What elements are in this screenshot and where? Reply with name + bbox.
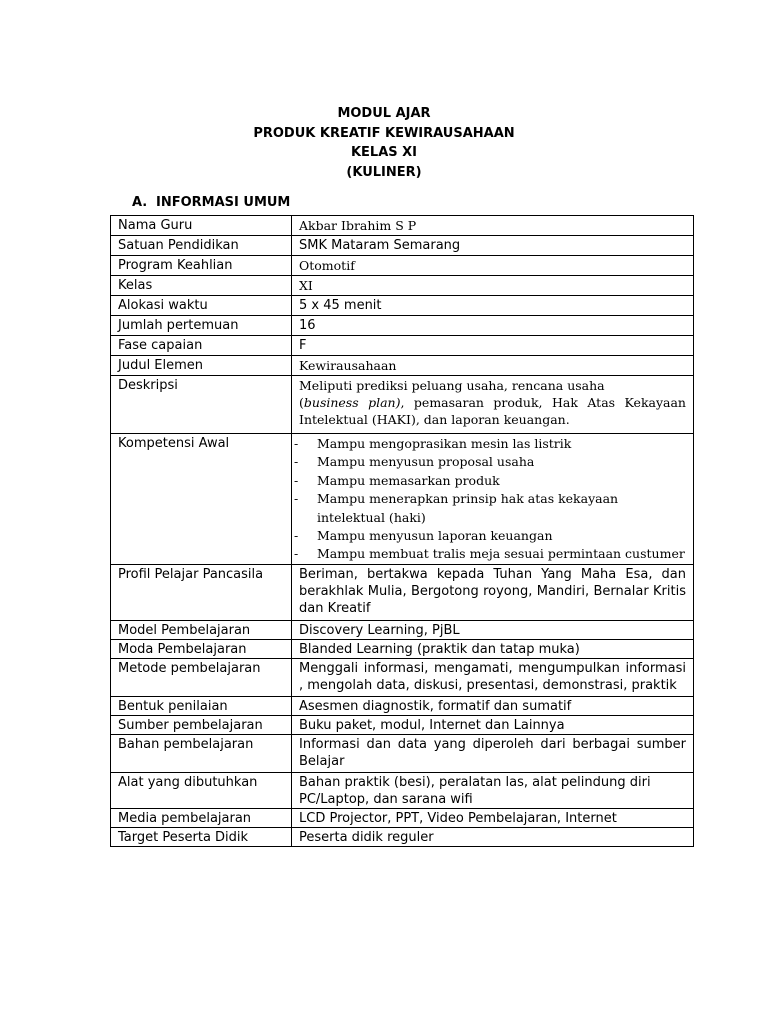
list-item: [294, 435, 686, 453]
row-value: 16: [292, 316, 694, 336]
row-label: Profil Pelajar Pancasila: [111, 564, 292, 620]
row-label: Jumlah pertemuan: [111, 316, 292, 336]
list-dash: -: [294, 436, 299, 451]
document-title: [0, 104, 768, 182]
description-value: [292, 376, 694, 434]
list-item-text: Mampu memasarkan produk: [317, 472, 500, 488]
list-item: [294, 545, 686, 563]
row-value: SMK Mataram Semarang: [292, 236, 694, 256]
row-value: [292, 772, 694, 808]
table-row: [111, 376, 694, 434]
section-heading: [132, 195, 290, 210]
list-dash: -: [294, 454, 299, 470]
list-item: [294, 527, 686, 545]
table-row: [111, 216, 694, 236]
competency-list-cell: [292, 434, 694, 565]
title-line-3: KELAS XI: [350, 145, 418, 160]
row-label: Program Keahlian: [111, 256, 292, 276]
row-value: Kewirausahaan: [292, 356, 694, 376]
list-item-text: Mampu menyusun proposal usaha: [317, 454, 535, 470]
row-label: Bahan pembelajaran: [111, 734, 292, 772]
row-value: Akbar Ibrahim S P: [292, 216, 694, 236]
section-letter: A.: [132, 195, 148, 210]
list-item-text: Mampu menerapkan prinsip hak atas kekayaan intelektual (haki): [317, 491, 619, 525]
list-item: [294, 472, 686, 490]
row-value: Beriman, bertakwa kepada Tuhan Yang Maha Esa, dan berakhlak Mulia, Bergotong royong, Mandiri, Bernalar Kritis dan Kreatif: [292, 564, 694, 620]
row-label: Nama Guru: [111, 216, 292, 236]
table-row: [111, 658, 694, 696]
list-item-text: Mampu membuat tralis meja sesuai permintaan custumer: [317, 546, 685, 562]
list-item: [294, 490, 686, 527]
list-item-text: Mampu menyusun laporan keuangan: [317, 528, 553, 544]
row-label: Deskripsi: [111, 376, 292, 434]
row-value: Asesmen diagnostik, formatif dan sumatif: [292, 696, 694, 715]
row-label: Bentuk penilaian: [111, 696, 292, 715]
row-label: Alat yang dibutuhkan: [111, 772, 292, 808]
row-value: Informasi dan data yang diperoleh dari berbagai sumber Belajar: [292, 734, 694, 772]
table-row: [111, 734, 694, 772]
row-label: Media pembelajaran: [111, 808, 292, 827]
description-italic: business plan): [303, 395, 401, 410]
title-line-4: (KULINER): [346, 164, 422, 180]
description-line-1: Meliputi prediksi peluang usaha, rencana usaha: [299, 378, 605, 393]
tools-line-2: PC/Laptop, dan sarana wifi: [299, 791, 473, 807]
title-line-1: MODUL AJAR: [337, 106, 431, 121]
row-label: Fase capaian: [111, 336, 292, 356]
row-label: Target Peserta Didik: [111, 827, 292, 846]
list-dash: -: [294, 546, 299, 562]
row-label: Alokasi waktu: [111, 296, 292, 316]
row-value: F: [292, 336, 694, 356]
list-item: [294, 453, 686, 471]
table-row: [111, 236, 694, 256]
table-row: [111, 696, 694, 715]
table-row: [111, 296, 694, 316]
row-value: Otomotif: [292, 256, 694, 276]
tools-line-1: Bahan praktik (besi), peralatan las, alat pelindung diri: [299, 774, 651, 790]
row-label: Kelas: [111, 276, 292, 296]
row-label: Metode pembelajaran: [111, 658, 292, 696]
row-label: Kompetensi Awal: [111, 434, 292, 565]
table-row: [111, 336, 694, 356]
row-value: Buku paket, modul, Internet dan Lainnya: [292, 715, 694, 734]
section-title: INFORMASI UMUM: [156, 195, 291, 210]
row-value: Peserta didik reguler: [292, 827, 694, 846]
table-row: [111, 772, 694, 808]
row-value: LCD Projector, PPT, Video Pembelajaran, Internet: [292, 808, 694, 827]
table-row: [111, 256, 694, 276]
row-value: Menggali informasi, mengamati, mengumpulkan informasi , mengolah data, diskusi, presentasi, demonstrasi, praktik: [292, 658, 694, 696]
table-row: [111, 276, 694, 296]
row-value: Blanded Learning (praktik dan tatap muka): [292, 639, 694, 658]
table-row: [111, 827, 694, 846]
table-row: [111, 316, 694, 336]
row-value: Discovery Learning, PjBL: [292, 620, 694, 639]
table-row: [111, 434, 694, 565]
description-rest: , pemasaran produk, Hak Atas Kekayaan Intelektual (HAKI), dan laporan keuangan.: [299, 395, 686, 427]
description-open-paren: (: [299, 395, 304, 410]
row-value: XI: [292, 276, 694, 296]
list-dash: -: [294, 472, 299, 488]
row-label: Model Pembelajaran: [111, 620, 292, 639]
table-row: [111, 639, 694, 658]
row-label: Satuan Pendidikan: [111, 236, 292, 256]
row-label: Judul Elemen: [111, 356, 292, 376]
table-row: [111, 620, 694, 639]
table-row: [111, 356, 694, 376]
table-row: [111, 564, 694, 620]
list-dash: -: [294, 528, 299, 544]
list-item-text: Mampu mengoprasikan mesin las listrik: [317, 436, 572, 451]
competency-list: [294, 435, 686, 564]
row-label: Moda Pembelajaran: [111, 639, 292, 658]
info-table: [110, 215, 694, 847]
row-value: 5 x 45 menit: [292, 296, 694, 316]
row-label: Sumber pembelajaran: [111, 715, 292, 734]
list-dash: -: [294, 491, 299, 507]
table-row: [111, 715, 694, 734]
table-row: [111, 808, 694, 827]
title-line-2: PRODUK KREATIF KEWIRAUSAHAAN: [253, 125, 515, 141]
